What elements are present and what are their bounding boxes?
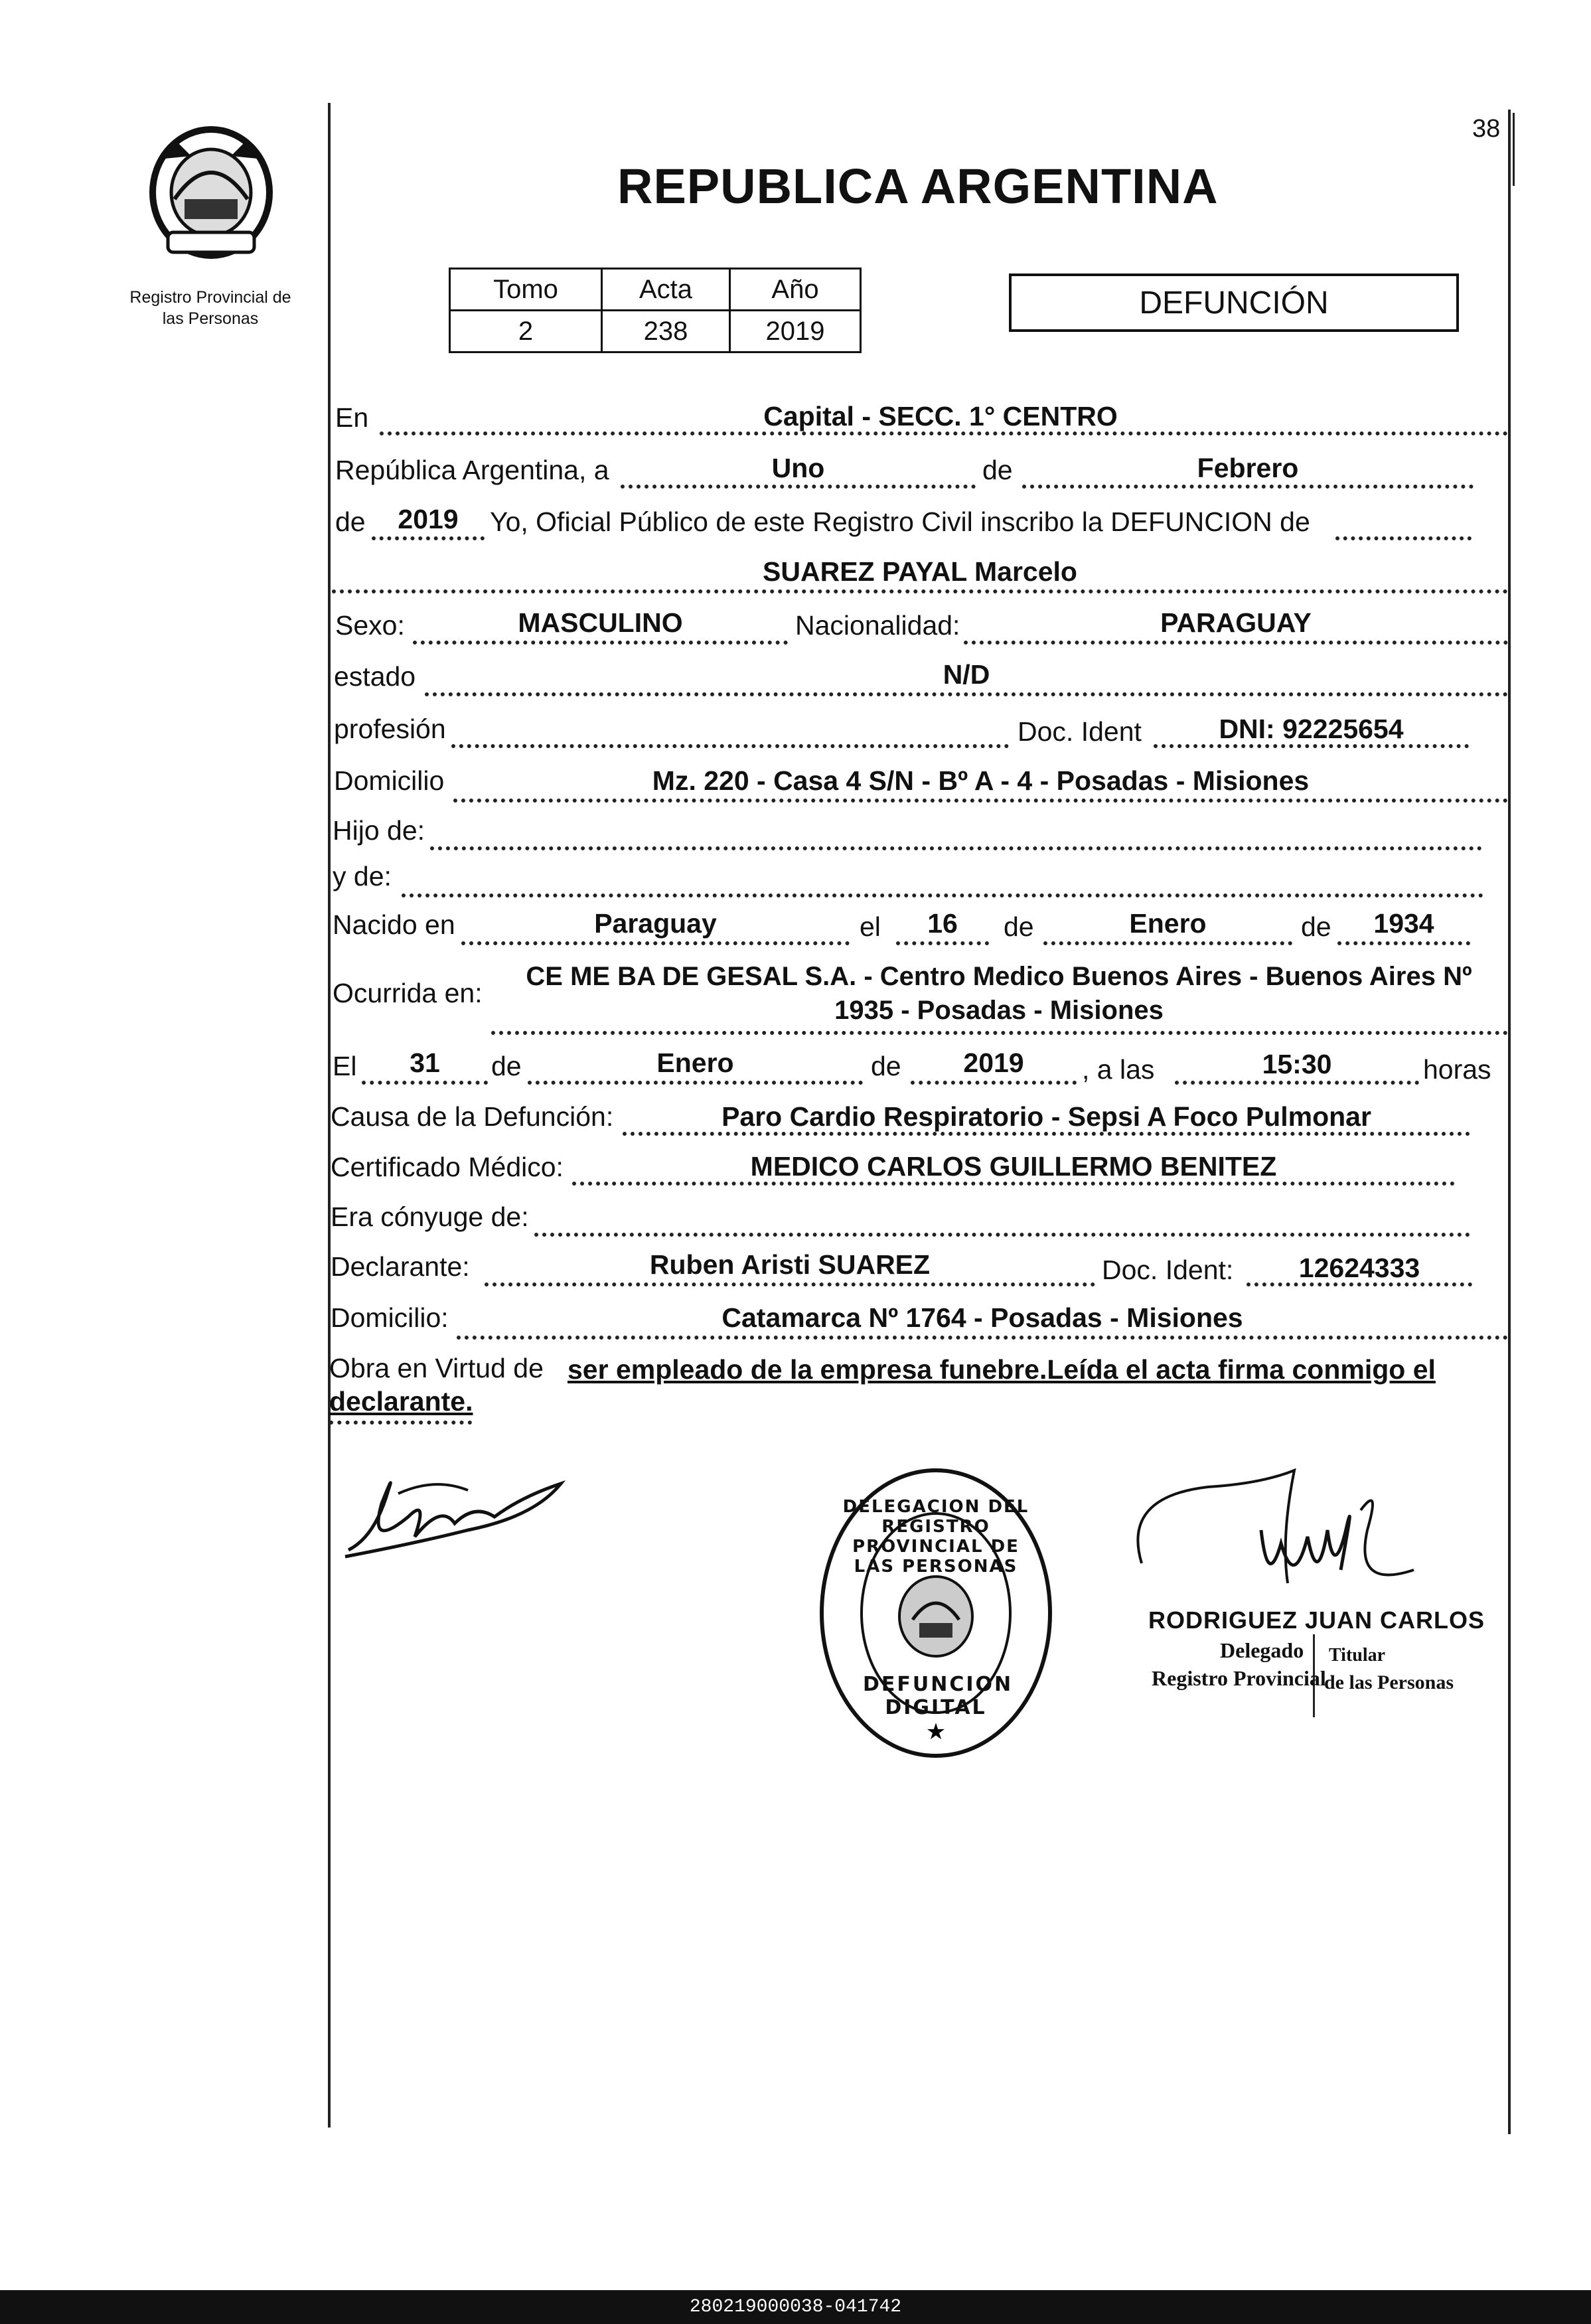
province-emblem xyxy=(138,119,284,266)
birth-day-value: 16 xyxy=(927,908,958,939)
label-hijo-de: Hijo de: xyxy=(333,815,425,846)
declarant-address-value: Catamarca Nº 1764 - Posadas - Misiones xyxy=(721,1302,1243,1333)
death-time-value: 15:30 xyxy=(1262,1049,1332,1079)
dotted-line xyxy=(425,692,1508,696)
label-domicilio: Domicilio: xyxy=(331,1302,449,1333)
official-registry-personas: de las Personas xyxy=(1324,1671,1454,1693)
dotted-line xyxy=(413,641,788,645)
label-domicilio: Domicilio xyxy=(334,765,445,796)
label-en: En xyxy=(335,402,369,433)
dotted-line xyxy=(332,589,1508,593)
label-de: de xyxy=(1004,911,1034,942)
dotted-line xyxy=(964,641,1508,645)
act-type-box xyxy=(1009,273,1459,332)
dotted-line xyxy=(461,941,850,945)
declarant-signature xyxy=(335,1464,574,1563)
table-header-row xyxy=(450,269,861,311)
svg-text:★: ★ xyxy=(925,1719,947,1745)
tomo-header: Tomo xyxy=(450,269,602,311)
official-signature-icon xyxy=(1128,1457,1460,1616)
document-value: DNI: 92225654 xyxy=(1219,714,1404,744)
label-doc-ident: Doc. Ident xyxy=(1018,716,1142,747)
occurrence-place-line1: CE ME BA DE GESAL S.A. - Centro Medico Buenos Aires - Buenos Aires Nº xyxy=(526,962,1472,991)
acta-value: 238 xyxy=(602,311,730,352)
label-certificado: Certificado Médico: xyxy=(331,1152,564,1182)
birth-month-value: Enero xyxy=(1129,908,1207,939)
sex-value: MASCULINO xyxy=(518,607,683,638)
label-de: de xyxy=(982,455,1013,485)
dotted-line xyxy=(534,1233,1470,1237)
occurrence-place-line2: 1935 - Posadas - Misiones xyxy=(834,996,1164,1025)
acta-header: Acta xyxy=(602,269,730,311)
anio-value: 2019 xyxy=(730,311,861,352)
right-margin-line xyxy=(1508,110,1511,2134)
label-el: el xyxy=(860,911,881,942)
page-title: REPUBLICA ARGENTINA xyxy=(617,159,1219,214)
label-nacionalidad: Nacionalidad: xyxy=(795,610,960,641)
dotted-line xyxy=(1337,941,1470,945)
label-profesion: profesión xyxy=(334,714,446,744)
label-de: de xyxy=(1301,911,1331,942)
dotted-line xyxy=(1043,941,1292,945)
act-type: DEFUNCIÓN xyxy=(1139,285,1329,321)
day-value: Uno xyxy=(771,453,825,483)
official-signature xyxy=(1128,1457,1460,1616)
dotted-line xyxy=(362,1081,488,1085)
dotted-line xyxy=(621,485,976,489)
label-doc-ident: Doc. Ident: xyxy=(1102,1255,1234,1285)
medical-certificate-value: MEDICO CARLOS GUILLERMO BENITEZ xyxy=(750,1151,1277,1182)
tomo-value: 2 xyxy=(450,311,602,352)
label-ocurrida-en: Ocurrida en: xyxy=(333,978,483,1008)
month-value: Febrero xyxy=(1197,453,1299,483)
dotted-line xyxy=(402,893,1483,897)
label-obra: Obra en Virtud de xyxy=(329,1353,544,1383)
label-causa: Causa de la Defunción: xyxy=(331,1101,614,1132)
deceased-name: SUAREZ PAYAL Marcelo xyxy=(763,556,1077,587)
dotted-line xyxy=(1022,485,1474,489)
document-code: 280219000038-041742 xyxy=(689,2297,902,2317)
dotted-line xyxy=(430,846,1482,850)
dotted-line xyxy=(1335,536,1472,540)
death-day-value: 31 xyxy=(410,1047,440,1078)
tomo-acta-table xyxy=(449,268,862,353)
province-emblem-icon xyxy=(138,119,284,266)
label-de: de xyxy=(871,1051,901,1081)
nationality-value: PARAGUAY xyxy=(1160,607,1312,638)
official-registry-provincial: Registro Provincial xyxy=(1152,1666,1326,1690)
label-sexo: Sexo: xyxy=(335,610,405,641)
label-inscribo: Yo, Oficial Público de este Registro Civil inscribo la DEFUNCION de xyxy=(490,506,1310,537)
dotted-line xyxy=(896,941,989,945)
label-horas: horas xyxy=(1423,1054,1491,1085)
label-y-de: y de: xyxy=(333,861,392,891)
dotted-line xyxy=(457,1336,1508,1340)
place-value: Capital - SECC. 1° CENTRO xyxy=(763,401,1118,431)
declarant-value: Ruben Aristi SUAREZ xyxy=(649,1249,931,1280)
official-name: RODRIGUEZ JUAN CARLOS xyxy=(1148,1606,1485,1634)
cause-of-death-value: Paro Cardio Respiratorio - Sepsi A Foco Pulmonar xyxy=(721,1101,1371,1132)
label-conyuge: Era cónyuge de: xyxy=(331,1201,529,1232)
registry-name xyxy=(114,287,307,329)
page-number: 38 xyxy=(1472,115,1501,143)
reason-line1: ser empleado de la empresa funebre.Leída el acta firma conmigo el xyxy=(568,1354,1436,1385)
death-year-value: 2019 xyxy=(963,1047,1024,1078)
dotted-line xyxy=(911,1081,1077,1085)
marital-status-value: N/D xyxy=(943,659,990,690)
registry-name-line2: las Personas xyxy=(162,309,259,328)
table-value-row xyxy=(450,311,861,352)
registry-name-line1: Registro Provincial de xyxy=(129,288,291,307)
declarant-document-value: 12624333 xyxy=(1298,1253,1420,1283)
official-role-delegado: Delegado xyxy=(1220,1638,1304,1662)
stamp-inner-text: DEFUNCION DIGITAL xyxy=(863,1673,1014,1719)
birth-place-value: Paraguay xyxy=(594,908,717,939)
label-a-las: , a las xyxy=(1082,1054,1155,1085)
label-el: El xyxy=(333,1051,357,1081)
label-de: de xyxy=(335,506,366,537)
stamp-ring-text: DELEGACION DEL REGISTRO PROVINCIAL DE LAS PERSONAS xyxy=(842,1497,1029,1577)
reason-line2: declarante. xyxy=(329,1386,473,1417)
dotted-line xyxy=(372,536,485,540)
right-margin-line-top xyxy=(1513,113,1515,186)
footer-bar xyxy=(0,2290,1591,2324)
dotted-line xyxy=(485,1282,1095,1286)
label-estado: estado xyxy=(334,661,416,692)
anio-header: Año xyxy=(730,269,861,311)
dotted-line xyxy=(491,1031,1508,1035)
death-month-value: Enero xyxy=(656,1047,734,1078)
year-value: 2019 xyxy=(398,504,459,534)
declarant-signature-icon xyxy=(335,1464,574,1563)
dotted-line xyxy=(528,1081,863,1085)
address-value: Mz. 220 - Casa 4 S/N - Bº A - 4 - Posadas - Misiones xyxy=(652,765,1310,796)
label-de: de xyxy=(491,1051,522,1081)
dotted-line xyxy=(453,799,1508,803)
official-role-titular: Titular xyxy=(1329,1645,1386,1666)
birth-year-value: 1934 xyxy=(1373,908,1434,939)
dotted-line xyxy=(451,744,1009,748)
label-nacido-en: Nacido en xyxy=(333,909,455,940)
dotted-line xyxy=(329,1421,472,1425)
dotted-line xyxy=(1175,1081,1419,1085)
label-declarante: Declarante: xyxy=(331,1251,470,1282)
label-republica: República Argentina, a xyxy=(335,455,609,485)
